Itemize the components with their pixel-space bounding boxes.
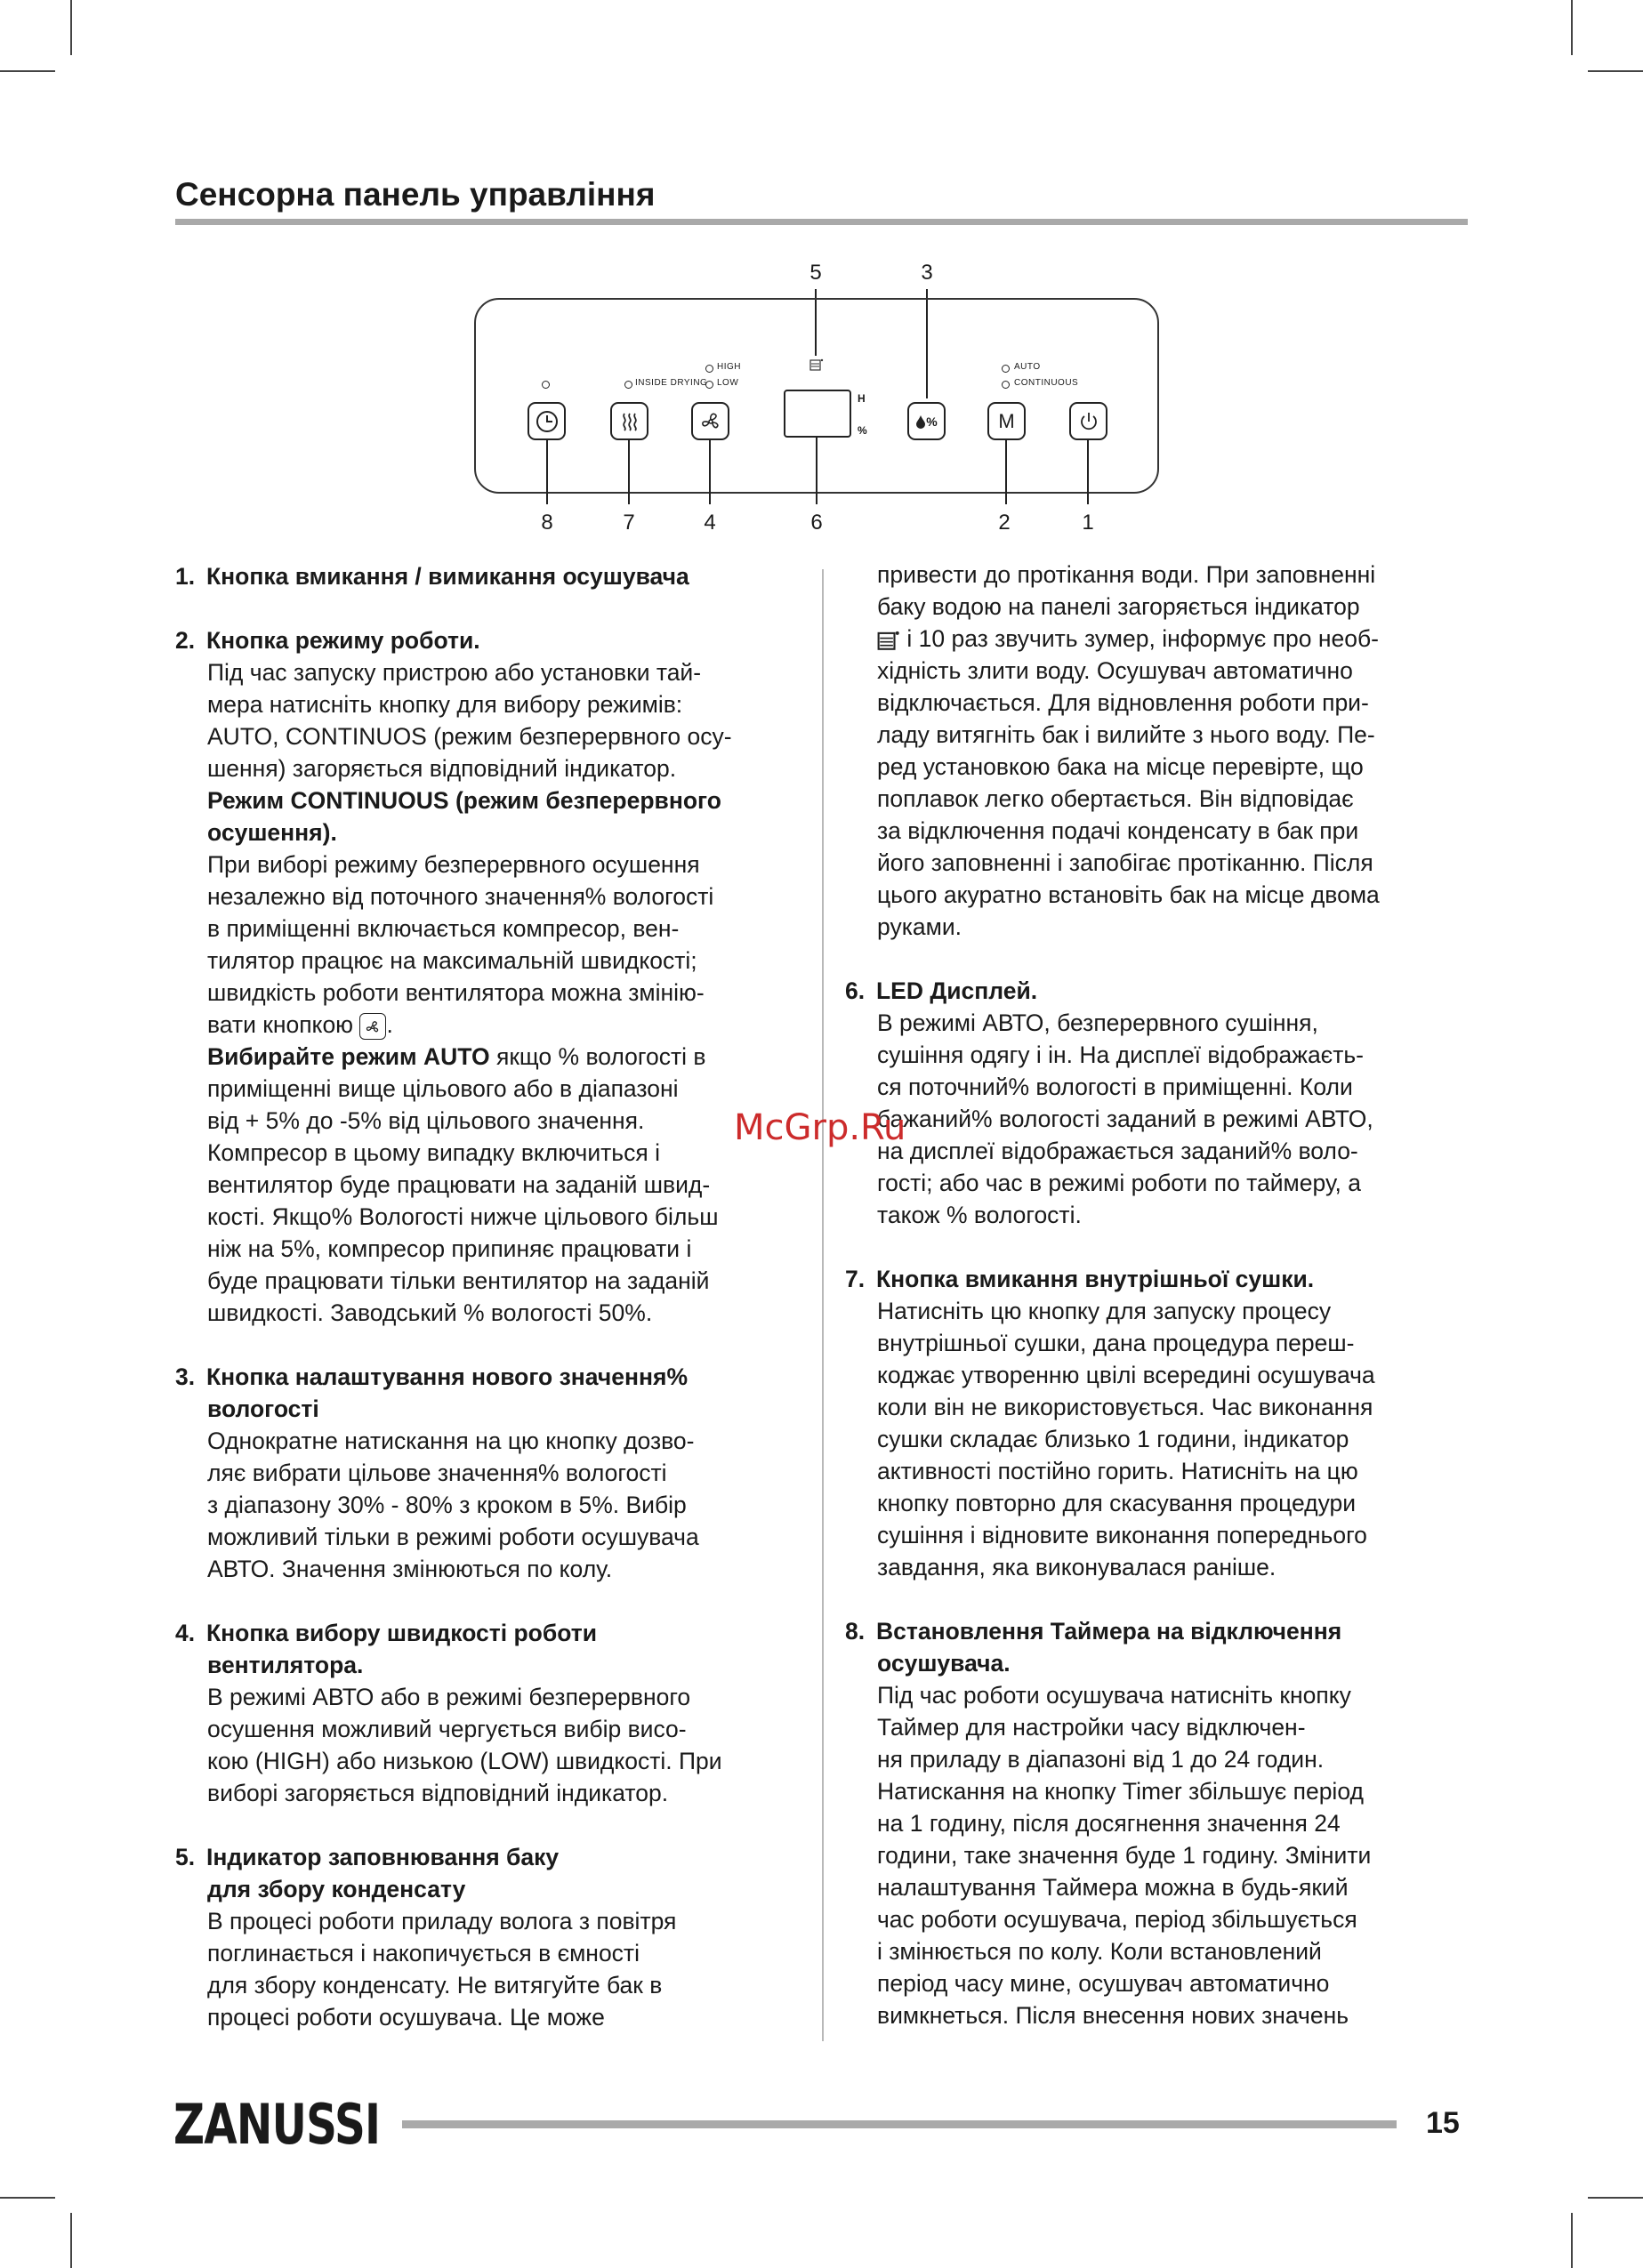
text-segment: якщо % вологості в: [489, 1043, 706, 1070]
callout-4: 4: [704, 511, 716, 535]
text-line: Компресор в цьому випадку включиться і: [207, 1139, 660, 1166]
crop-mark: [70, 0, 72, 55]
text-line: AUTO, CONTINUOS (режим безперервного осу-: [207, 723, 732, 750]
low-label: LOW: [717, 378, 739, 388]
timer-led: [542, 381, 550, 389]
text-line: ня приладу в діапазоні від 1 до 24 годин.: [877, 1746, 1325, 1773]
page-title: Сенсорна панель управління: [175, 176, 656, 213]
text-line: ніж на 5%, компресор припиняє працювати і: [207, 1235, 692, 1262]
section-title-cont: вентилятора.: [207, 1652, 364, 1678]
section-8: [845, 1615, 1477, 2031]
text-line: поглинається і накопичується в ємності: [207, 1940, 640, 1966]
text-line: можливий тільки в режимі роботи осушувача: [207, 1524, 699, 1550]
text-line: осушення).: [207, 819, 337, 846]
section-title: LED Дисплей.: [876, 977, 1038, 1004]
text-line: його заповненні і запобігає протіканню. Після: [877, 849, 1373, 876]
text-line: осушення можливий чергується вибір висо-: [207, 1716, 687, 1742]
callout-3: 3: [921, 261, 933, 285]
text-line: відключається. Для відновлення роботи при-: [877, 689, 1369, 716]
text-segment: Вибирайте режим AUTO: [207, 1043, 490, 1070]
text-line: налаштування Таймера можна в будь-який: [877, 1874, 1349, 1901]
text-line: сушки складає близько 1 години, індикатор: [877, 1426, 1349, 1452]
text-segment: .: [386, 1011, 393, 1038]
callout-2: 2: [998, 511, 1011, 535]
section-title: Індикатор заповнювання баку: [206, 1844, 560, 1870]
text-line: привести до протікання води. При заповненні: [877, 561, 1376, 588]
power-icon: [1077, 410, 1100, 433]
text-line: для збору конденсату. Не витягуйте бак в: [207, 1972, 663, 1999]
crop-mark: [1588, 70, 1643, 72]
text-line: процесі роботи осушувача. Це може: [207, 2004, 605, 2031]
callout-line: [816, 438, 817, 504]
inside-drying-led: [624, 381, 632, 389]
display-percent-label: %: [858, 424, 868, 437]
crop-mark: [70, 2213, 72, 2268]
text-line: гості; або час в режимі роботи по таймеру, а: [877, 1170, 1362, 1196]
column-divider: [822, 569, 824, 2041]
fan-icon: [698, 409, 723, 434]
text-line: Однократне натискання на цю кнопку дозво-: [207, 1428, 695, 1454]
crop-mark: [1588, 2197, 1643, 2199]
section-6: [845, 975, 1477, 1231]
text-line: ред установкою бака на місце перевірте, що: [877, 753, 1364, 780]
section-1: [175, 560, 807, 592]
text-line: вентилятор буде працювати на заданій швид-: [207, 1171, 711, 1198]
text-line: незалежно від поточного значення% вологості: [207, 883, 714, 910]
timer-button[interactable]: [528, 402, 566, 440]
text-line: хідність злити воду. Осушувач автоматично: [877, 657, 1353, 684]
text-line: тилятор працює на максимальній швидкості;: [207, 947, 697, 974]
section-title-cont: для збору конденсату: [207, 1876, 466, 1902]
text-line: Режим CONTINUOUS (режим безперервного: [207, 787, 721, 814]
mode-button[interactable]: [987, 402, 1026, 440]
text-line: завдання, яка виконувалася раніше.: [877, 1554, 1277, 1580]
display-h-label: H: [858, 392, 866, 405]
title-rule: [175, 219, 1468, 225]
section-title: Кнопка вмикання внутрішньої сушки.: [876, 1266, 1315, 1292]
section-7: [845, 1263, 1477, 1583]
section-number: 4.: [175, 1620, 196, 1646]
section-title: Кнопка вмикання / вимикання осушувача: [206, 563, 689, 590]
continuous-led: [1002, 381, 1010, 389]
section-title: Встановлення Таймера на відключення: [876, 1618, 1342, 1645]
fan-speed-button[interactable]: [691, 402, 729, 440]
text-line: за відключення подачі конденсату в бак при: [877, 817, 1359, 844]
text-line: активності постійно горить. Натисніть на цю: [877, 1458, 1358, 1484]
callout-line: [546, 440, 548, 504]
text-line: на 1 годину, після досягнення значення 24: [877, 1810, 1341, 1837]
text-line: швидкості. Заводський % вологості 50%.: [207, 1299, 653, 1326]
text-line: період часу мине, осушувач автоматично: [877, 1970, 1330, 1997]
humidity-button-label: %: [926, 414, 938, 429]
text-line: Під час роботи осушувача натисніть кнопку: [877, 1682, 1351, 1709]
section-4: [175, 1617, 807, 1809]
section-title: Кнопка режиму роботи.: [206, 627, 480, 654]
fan-inline-icon: [359, 1013, 386, 1040]
inside-drying-label: INSIDE DRYING: [635, 378, 708, 388]
text-line: з діапазону 30% - 80% з кроком в 5%. Вибір: [207, 1492, 687, 1518]
section-number: 8.: [845, 1618, 866, 1645]
text-line: від + 5% до -5% від цільового значення.: [207, 1107, 645, 1134]
text-line: в приміщенні включається компресор, вен-: [207, 915, 680, 942]
text-line: кнопку повторно для скасування процедури: [877, 1490, 1357, 1516]
text-line: Натисніть цю кнопку для запуску процесу: [877, 1298, 1332, 1324]
water-drop-icon: [915, 414, 926, 429]
section-number: 3.: [175, 1363, 196, 1390]
water-tank-icon: [877, 629, 900, 652]
crop-mark: [0, 2197, 55, 2199]
continuous-label: CONTINUOUS: [1014, 378, 1079, 388]
text-line: швидкість роботи вентилятора можна змінію-: [207, 979, 705, 1006]
text-line: АВТО. Значення змінюються по колу.: [207, 1556, 613, 1582]
text-line: ся поточний% вологості в приміщенні. Коли: [877, 1074, 1353, 1100]
high-led: [705, 365, 713, 373]
section-title-cont: осушувача.: [877, 1650, 1011, 1677]
text-line: руками.: [877, 913, 962, 940]
text-line: При виборі режиму безперервного осушення: [207, 851, 700, 878]
section-5: [175, 1841, 807, 2033]
section-number: 1.: [175, 563, 196, 590]
text-line: коли він не використовується. Час виконання: [877, 1394, 1373, 1420]
text-line: кості. Якщо% Вологості нижче цільового більш: [207, 1203, 719, 1230]
callout-line: [1005, 440, 1007, 504]
callout-line: [709, 440, 711, 504]
text-line: на дисплеї відображається заданий% воло-: [877, 1138, 1358, 1164]
section-5-continued: [845, 559, 1477, 943]
crop-mark: [1571, 2213, 1573, 2268]
text-segment: вати кнопкою: [207, 1011, 354, 1038]
text-line: сушіння і відновите виконання попереднього: [877, 1522, 1367, 1548]
clock-icon: [535, 409, 560, 434]
page-number: 15: [1426, 2106, 1460, 2140]
humidity-button[interactable]: [907, 402, 946, 440]
text-line: час роботи осушувача, період збільшується: [877, 1906, 1357, 1933]
text-line: виборі загоряється відповідний індикатор.: [207, 1780, 669, 1806]
text-line: Під час запуску пристрою або установки тай-: [207, 659, 702, 686]
text-line: і змінюється по колу. Коли встановлений: [877, 1938, 1322, 1965]
text-line: [207, 1009, 807, 1041]
text-line: [877, 623, 1477, 655]
text-line: сушіння одягу і ін. На дисплеї відображаєть-: [877, 1042, 1364, 1068]
text-line: В режимі АВТО, безперервного сушіння,: [877, 1009, 1318, 1036]
section-2: [175, 624, 807, 1329]
text-line: мера натисніть кнопку для вибору режимів:: [207, 691, 683, 718]
footer-rule: [402, 2120, 1397, 2128]
text-line: баку водою на панелі загоряється індикатор: [877, 593, 1360, 620]
callout-5: 5: [809, 261, 822, 285]
low-led: [705, 381, 713, 389]
right-column: [845, 560, 1477, 2063]
section-title: Кнопка налаштування нового значення%: [206, 1363, 689, 1390]
callout-8: 8: [541, 511, 553, 535]
section-title: Кнопка вибору швидкості роботи: [206, 1620, 598, 1646]
crop-mark: [0, 70, 55, 72]
section-title-cont: вологості: [207, 1395, 319, 1422]
text-line: В процесі роботи приладу волога з повітря: [207, 1908, 677, 1934]
text-line: В режимі АВТО або в режимі безперервного: [207, 1684, 691, 1710]
section-number: 2.: [175, 627, 196, 654]
auto-led: [1002, 365, 1010, 373]
text-line: ладу витягніть бак і вилийте з нього воду. Пе-: [877, 721, 1375, 748]
text-line: Натискання на кнопку Timer збільшує період: [877, 1778, 1364, 1805]
text-line: також % вологості.: [877, 1202, 1082, 1228]
section-number: 7.: [845, 1266, 866, 1292]
text-line: бажаний% вологості заданий в режимі АВТО,: [877, 1106, 1373, 1132]
callout-1: 1: [1082, 511, 1094, 535]
section-number: 6.: [845, 977, 866, 1004]
high-label: HIGH: [717, 362, 741, 372]
brand-logo: ZANUSSI: [173, 2092, 381, 2157]
water-tank-icon: [809, 358, 824, 372]
watermark: McGrp.Ru: [734, 1107, 906, 1148]
text-line: Таймер для настройки часу відключен-: [877, 1714, 1306, 1741]
auto-label: AUTO: [1014, 362, 1041, 372]
text-line: внутрішньої сушки, дана процедура переш-: [877, 1330, 1355, 1356]
text-line: поплавок легко обертається. Він відповідає: [877, 785, 1354, 812]
crop-mark: [1571, 0, 1573, 55]
led-display: [784, 390, 851, 438]
mode-button-label: M: [998, 409, 1015, 432]
text-line: кою (HIGH) або низькою (LOW) швидкості. При: [207, 1748, 722, 1774]
text-line: вимкнеться. Після внесення нових значень: [877, 2002, 1349, 2029]
section-number: 5.: [175, 1844, 196, 1870]
text-line: шення) загоряється відповідний індикатор.: [207, 755, 677, 782]
callout-line: [628, 440, 630, 504]
text-line: [207, 1041, 807, 1073]
text-segment: і 10 раз звучить зумер, інформує про необ-: [906, 625, 1379, 652]
text-line: приміщенні вище цільового або в діапазоні: [207, 1075, 679, 1102]
text-line: коджає утворенню цвілі всередині осушувача: [877, 1362, 1375, 1388]
callout-6: 6: [810, 511, 823, 535]
text-line: буде працювати тільки вентилятор на заданій: [207, 1267, 710, 1294]
text-line: цього акуратно встановіть бак на місце двома: [877, 881, 1380, 908]
section-3: [175, 1361, 807, 1585]
callout-7: 7: [623, 511, 635, 535]
text-line: години, таке значення буде 1 годину. Змінити: [877, 1842, 1372, 1869]
callout-line: [1087, 440, 1089, 504]
left-column: [175, 560, 807, 2065]
text-line: ляє вибрати цільове значення% вологості: [207, 1460, 667, 1486]
power-button[interactable]: [1069, 402, 1107, 440]
heat-waves-icon: [617, 409, 642, 434]
inside-drying-button[interactable]: [610, 402, 648, 440]
